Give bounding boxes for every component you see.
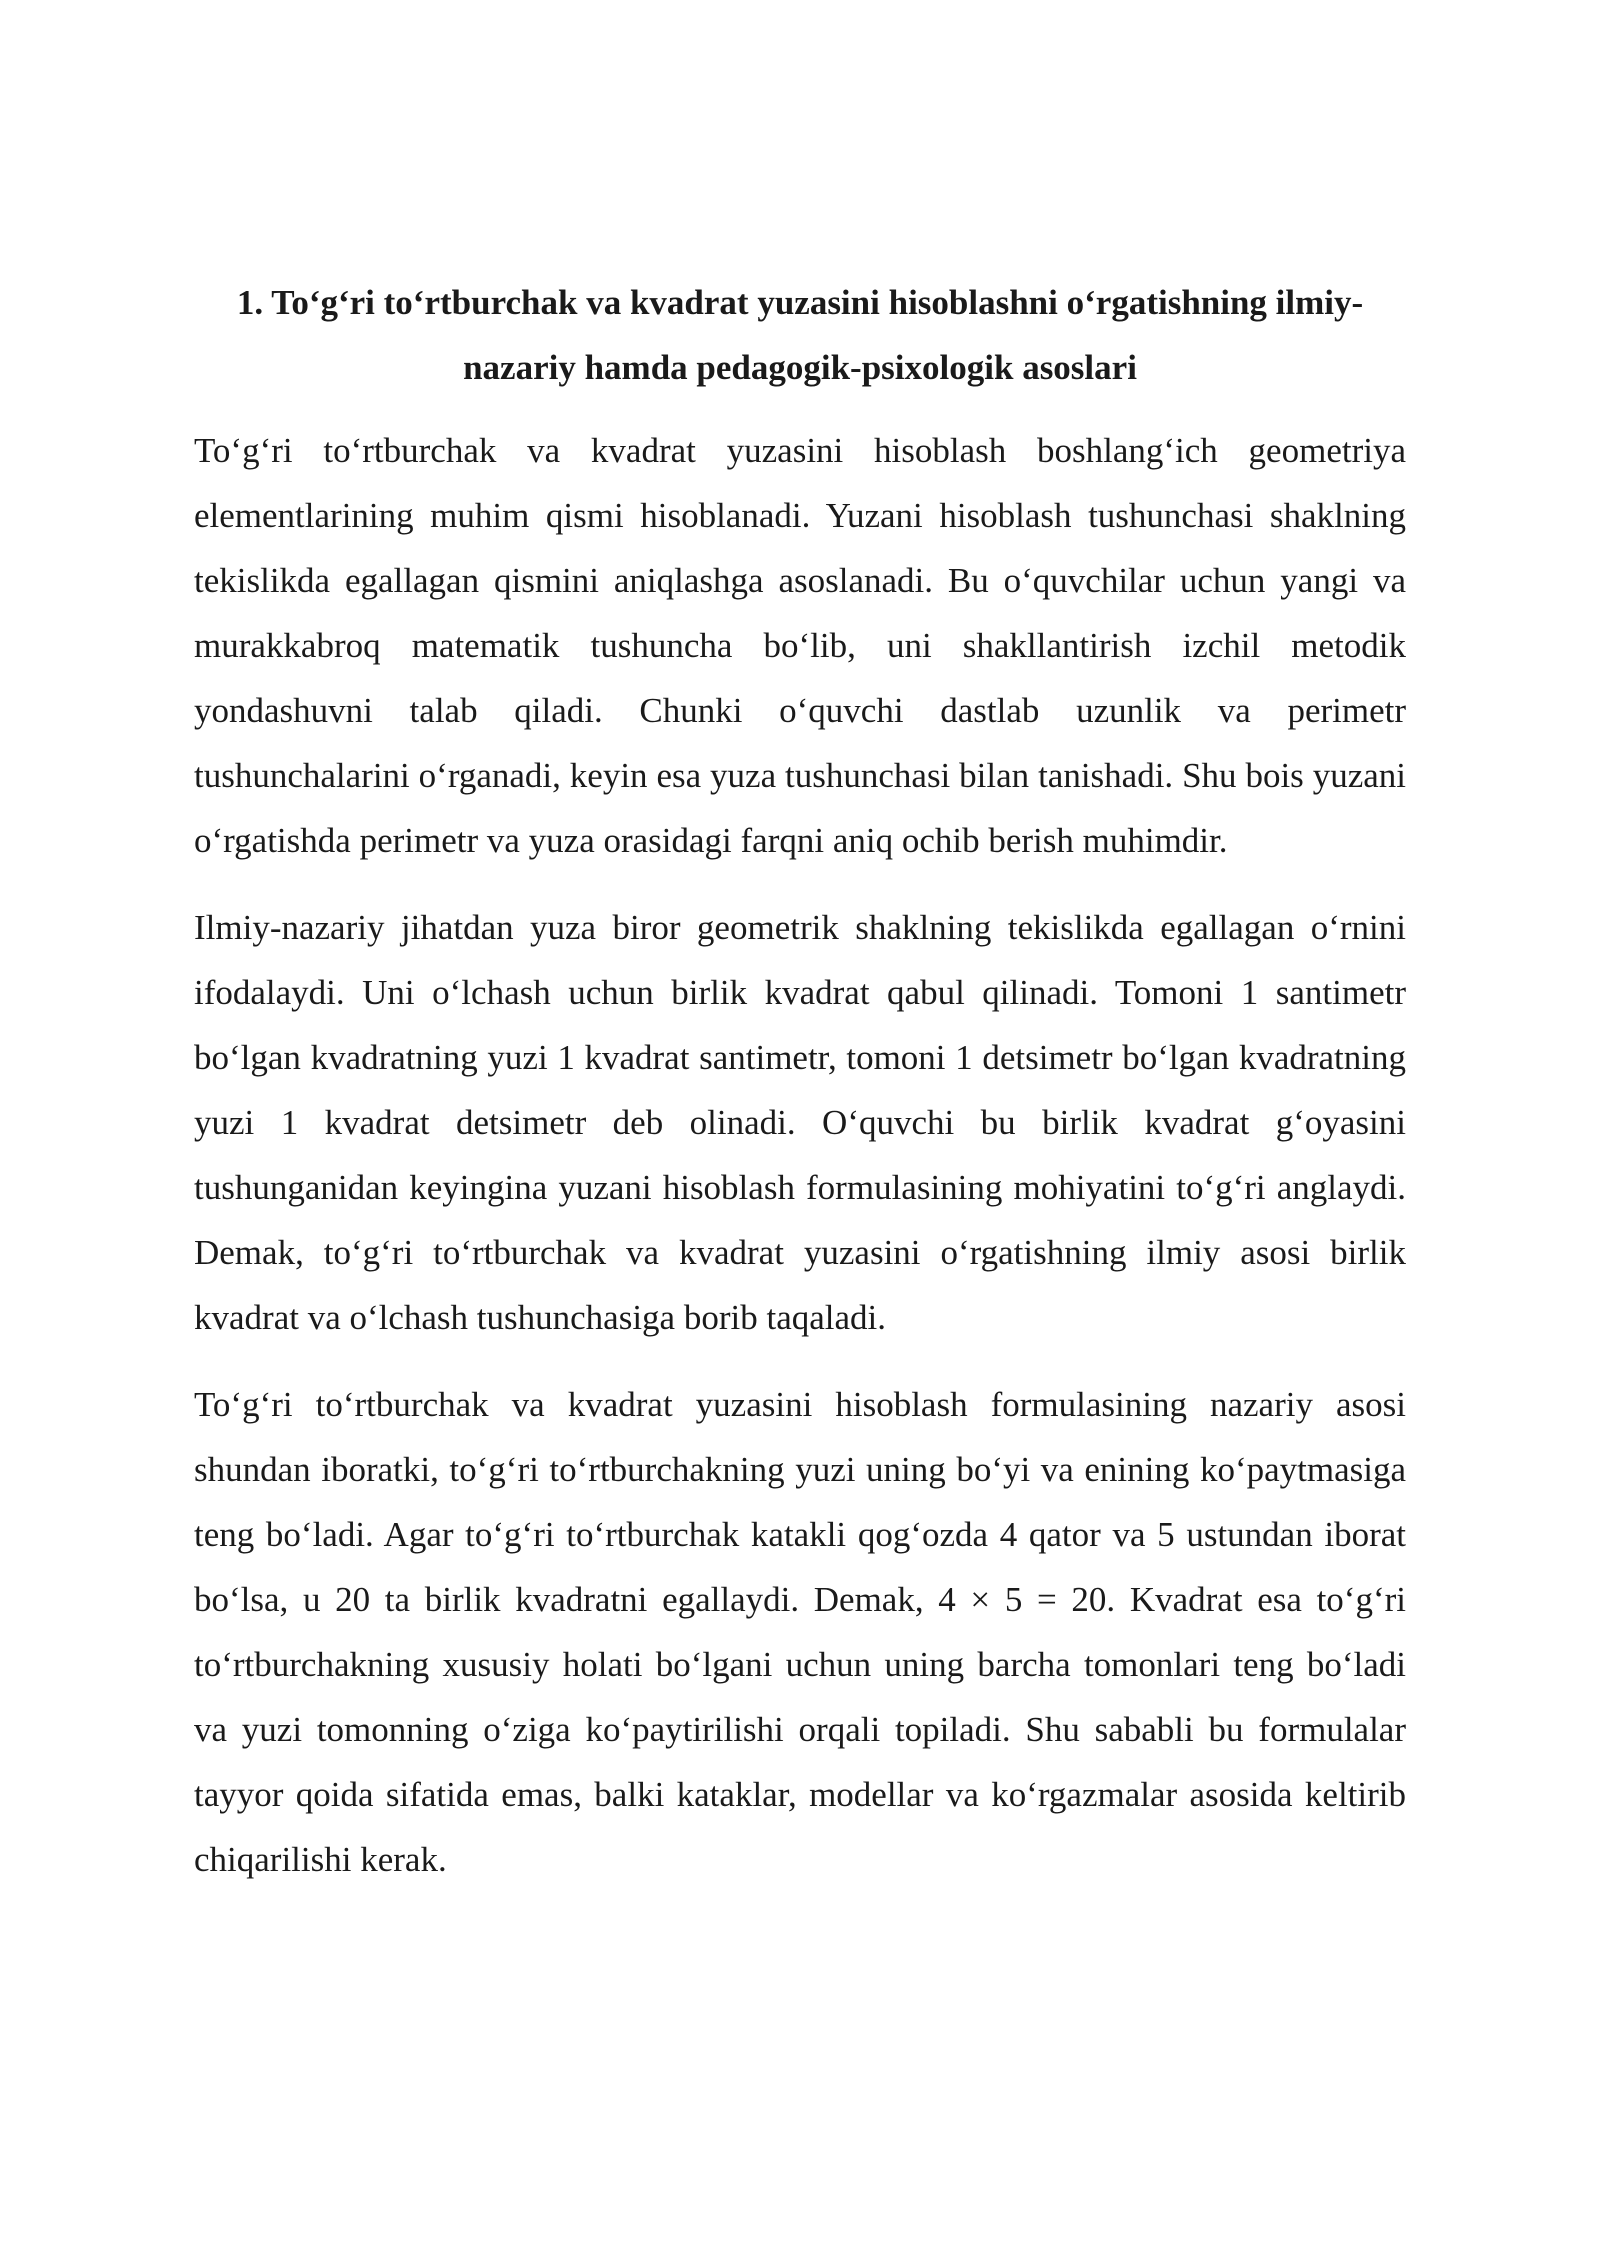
paragraph-1: To‘g‘ri to‘rtburchak va kvadrat yuzasini hisoblash boshlang‘ich geometriya elementlarining muhim qismi hisoblanadi. Yuzani hisoblash tushunchasi shaklning tekislikda egallagan qismini aniqlashga asoslanadi. Bu o‘quvchilar uchun yangi va murakkabroq matematik tushuncha bo‘lib, uni shakllantirish izchil metodik yondashuvni talab qiladi. Chunki o‘quvchi dastlab uzunlik va perimetr tushunchalarini o‘rganadi, keyin esa yuza tushunchasi bilan tanishadi. Shu bois yuzani o‘rgatishda perimetr va yuza orasidagi farqni aniq ochib berish muhimdir. <box>194 431 1406 860</box>
section-heading: 1. To‘g‘ri to‘rtburchak va kvadrat yuzasini hisoblashni o‘rgatishning ilmiy-nazariy hamda pedagogik-psixologik asoslari <box>236 283 1364 387</box>
document-content <box>194 270 1406 1914</box>
paragraph-3: To‘g‘ri to‘rtburchak va kvadrat yuzasini hisoblash formulasining nazariy asosi shundan iboratki, to‘g‘ri to‘rtburchakning yuzi uning bo‘yi va enining ko‘paytmasiga teng bo‘ladi. Agar to‘g‘ri to‘rtburchak katakli qog‘ozda 4 qator va 5 ustundan iborat bo‘lsa, u 20 ta birlik kvadratni egallaydi. Demak, 4 × 5 = 20. Kvadrat esa to‘g‘ri to‘rtburchakning xususiy holati bo‘lgani uchun uning barcha tomonlari teng bo‘ladi va yuzi tomonning o‘ziga ko‘paytirilishi orqali topiladi. Shu sababli bu formulalar tayyor qoida sifatida emas, balki kataklar, modellar va ko‘rgazmalar asosida keltirib chiqarilishi kerak. <box>194 1385 1406 1879</box>
paragraph-2: Ilmiy-nazariy jihatdan yuza biror geometrik shaklning tekislikda egallagan o‘rnini ifodalaydi. Uni o‘lchash uchun birlik kvadrat qabul qilinadi. Tomoni 1 santimetr bo‘lgan kvadratning yuzi 1 kvadrat santimetr, tomoni 1 detsimetr bo‘lgan kvadratning yuzi 1 kvadrat detsimetr deb olinadi. O‘quvchi bu birlik kvadrat g‘oyasini tushunganidan keyingina yuzani hisoblash formulasining mohiyatini to‘g‘ri anglaydi. Demak, to‘g‘ri to‘rtburchak va kvadrat yuzasini o‘rgatishning ilmiy asosi birlik kvadrat va o‘lchash tushunchasiga borib taqaladi. <box>194 908 1406 1337</box>
